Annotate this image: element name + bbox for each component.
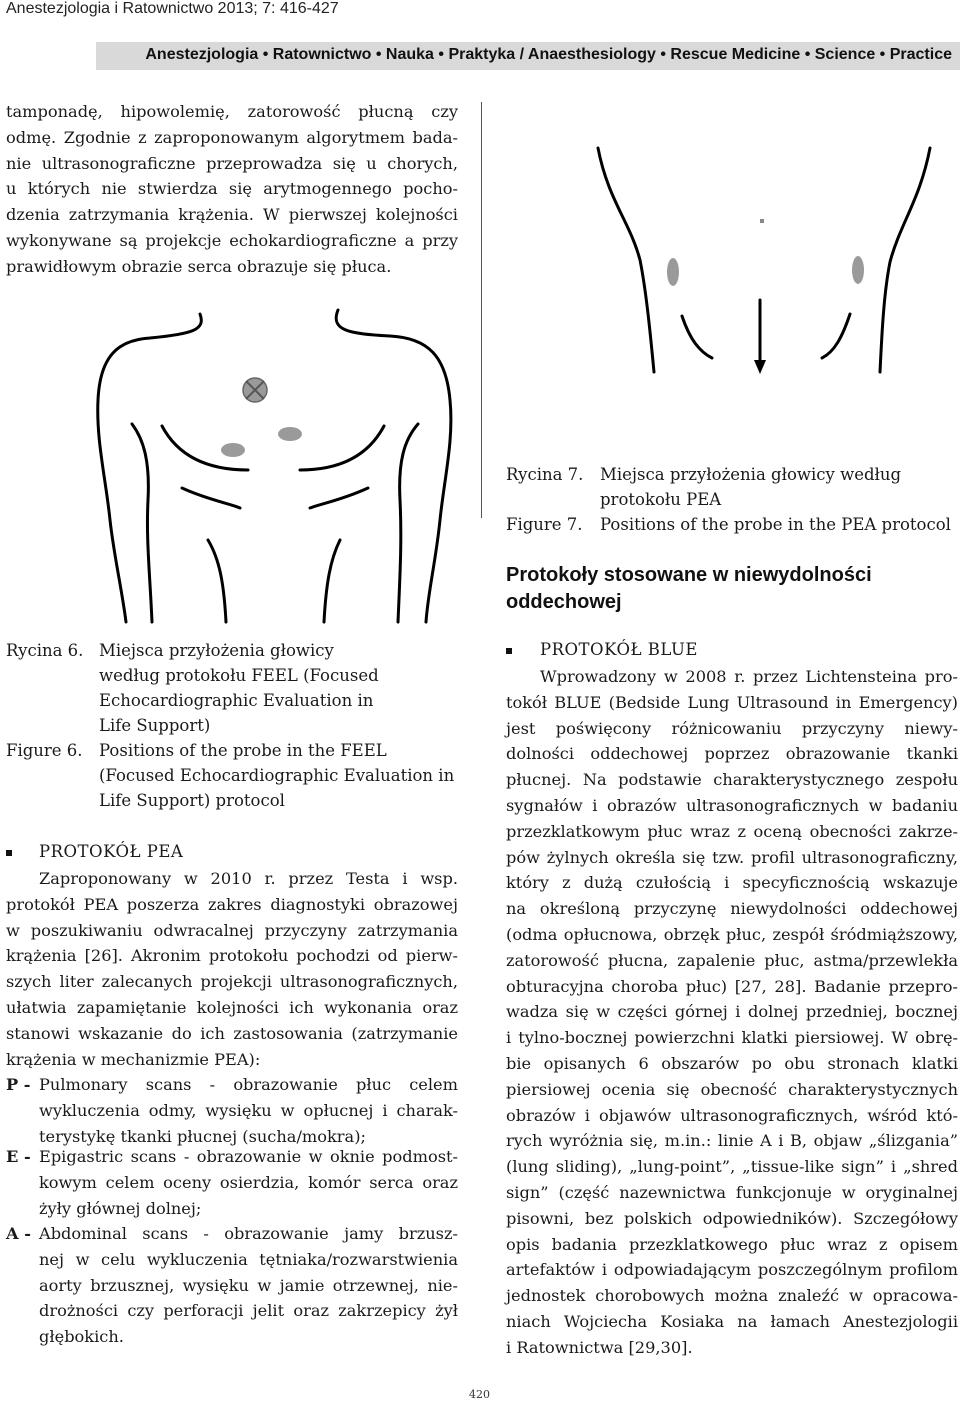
text-line: jest poświęcony różnicowaniu przyczyny niewy- <box>506 718 958 738</box>
text-line: wadza się w części górnej i dolnej przedniej, bocznej <box>506 1002 958 1022</box>
text-line: pisowni, bez polskich odpowiedników). Szczegółowy <box>506 1208 958 1228</box>
text-line: prawidłowym obrazie serca obrazuje się płuca. <box>6 256 392 276</box>
text-line: wykonywane są projekcje echokardiograficzne a przy <box>6 230 458 250</box>
figure6-figure-line: Positions of the probe in the FEEL <box>99 741 387 760</box>
text-line: kowym celem oceny osierdzia, komór serca oraz <box>39 1172 458 1192</box>
text-line: sygnałów i obrazów ultrasonograficznych w badaniu <box>506 795 958 815</box>
page-number: 420 <box>469 1388 490 1401</box>
text-line: przezklatkowym płuc wraz z oceną obecności zakrze- <box>506 821 958 841</box>
text-line: Epigastric scans - obrazowanie w oknie podmost- <box>39 1147 458 1166</box>
journal-citation: Anestezjologia i Ratownictwo 2013; 7: 416-427 <box>6 0 339 17</box>
figure6-figure-label: Figure 6. <box>6 741 83 760</box>
text-line: głębokich. <box>39 1327 124 1347</box>
text-line: wykluczenia odmy, wysięku w opłucnej i charak- <box>39 1100 458 1120</box>
text-line: na określoną przyczynę niewydolności oddechowej <box>506 899 958 919</box>
pea-item-p <box>6 1072 458 1149</box>
figure7-figure-label: Figure 7. <box>506 515 583 534</box>
journal-banner-text: Anestezjologia • Ratownictwo • Nauka • Praktyka / Anaesthesiology • Rescue Medicine • Science • Practice <box>145 46 952 63</box>
text-line: bie opisanych 6 obszarów po obu stronach klatki <box>506 1053 958 1073</box>
text-line: rych wyróżnia się, m.in.: linie A i B, objaw „ślizgania” <box>506 1131 958 1151</box>
text-line: terystykę tkanki płucnej (sucha/mokra); <box>39 1126 366 1146</box>
text-line: (lung sliding), „lung-point”, „tissue-like sign” i „shred <box>506 1157 958 1177</box>
text-line: sign” (część nazewnictwa funkcjonuje w oryginalnej <box>506 1182 958 1202</box>
figure7-rycina-label: Rycina 7. <box>506 465 584 484</box>
text-line: żyły głównej dolnej; <box>39 1198 202 1218</box>
text-line: krążenia [26]. Akronim protokołu pochodzi od pierw- <box>6 946 458 966</box>
figure6-rycina-line: Miejsca przyłożenia głowicy <box>99 641 334 660</box>
text-line: obturacyjna choroba płuc) [27, 28]. Badanie przepro- <box>506 976 958 996</box>
text-line: protokół PEA poszerza zakres diagnostyki obrazowej <box>6 894 458 914</box>
text-line: niach Wojciecha Kosiaka na łamach Anestezjologii <box>506 1311 958 1331</box>
list-marker: P - <box>6 1075 31 1094</box>
figure7-figure-line: Positions of the probe in the PEA protocol <box>600 515 951 534</box>
text-line: który z dużą czułością i specyficznością wskazuje <box>506 873 958 893</box>
text-line: płucnej. Na podstawie charakterystycznego zespołu <box>506 770 958 790</box>
text-line: zatorowość płucna, zapalenie płuc, astma/przewlekła <box>506 950 958 970</box>
figure6-rycina-label: Rycina 6. <box>6 641 84 660</box>
blue-paragraph <box>506 664 958 1361</box>
text-line: aorty brzusznej, wysięku w jamie otrzewnej, nie- <box>39 1275 458 1295</box>
text-line: ułatwia zapamiętanie kolejności ich wykonania oraz <box>6 997 458 1017</box>
text-line: Abdominal scans - obrazowanie jamy brzusz- <box>39 1224 458 1243</box>
text-line: szych liter zalecanych projekcji ultrasonograficznych, <box>6 972 458 992</box>
text-line: Wprowadzony w 2008 r. przez Lichtensteina pro- <box>540 667 958 686</box>
text-line: obrazów i objawów ultrasonograficznych, wśród któ- <box>506 1105 958 1125</box>
text-line: tokół BLUE (Bedside Lung Ultrasound in Emergency) <box>506 692 958 712</box>
text-line: krążenia w mechanizmie PEA): <box>6 1049 261 1069</box>
text-line: piersiowej ocenia się obecność charakterystycznych <box>506 1079 958 1099</box>
text-line: i tylno-bocznej powierzchni klatki piersiowej. W obrę- <box>506 1028 958 1048</box>
pea-paragraph <box>6 866 458 1072</box>
text-line: Zaproponowany w 2010 r. przez Testa i wsp. <box>39 869 458 888</box>
text-line: i Ratownictwa [29,30]. <box>506 1337 693 1357</box>
text-line: w poszukiwaniu odwracalnej przyczyny zatrzymania <box>6 920 458 940</box>
text-line: artefaktów i odpowiadającym poszczególnym profilom <box>506 1260 958 1280</box>
section-heading <box>506 562 946 616</box>
figure6-rycina-line: według protokołu FEEL (Focused <box>99 666 379 685</box>
list-marker: A - <box>6 1224 31 1243</box>
text-line: opis badania przezklatkowego płuc wraz z opisem <box>506 1234 958 1254</box>
text-line: (odma opłucnowa, obrzęk płuc, zespół śródmiąższowy, <box>506 924 958 944</box>
text-line: u których nie stwierdza się arytmogennego pocho- <box>6 179 458 199</box>
pea-item-e <box>6 1144 458 1221</box>
heading-line: Protokoły stosowane w niewydolności <box>506 564 872 586</box>
blue-heading: PROTOKÓŁ BLUE <box>540 640 698 659</box>
text-line: nie ultrasonograficzne przeprowadza się u chorych, <box>6 153 458 173</box>
text-line: drożności czy perforacji jelit oraz zakrzepicy żył <box>39 1301 458 1321</box>
pea-item-a <box>6 1221 458 1350</box>
figure6-figure-line: Life Support) protocol <box>99 791 285 810</box>
text-line: jednostek chorobowych można znaleźć w opracowa- <box>506 1286 958 1306</box>
list-marker: E - <box>6 1147 31 1166</box>
text-line: dolności oddechowej poprzez obrazowanie tkanki <box>506 744 958 764</box>
figure7-rycina-line: Miejsca przyłożenia głowicy według <box>600 465 902 484</box>
text-line: pów żylnych określa się tzw. profil ultrasonograficzny, <box>506 847 958 867</box>
figure6-caption <box>6 638 466 818</box>
text-line: stanowi wskazanie do ich zastosowania (zatrzymanie <box>6 1023 458 1043</box>
figure6-rycina-line: Life Support) <box>99 716 211 735</box>
text-line: odmę. Zgodnie z zaproponowanym algorytmem bada- <box>6 127 458 147</box>
heading-line: oddechowej <box>506 591 622 613</box>
bullet-icon <box>6 850 12 856</box>
text-line: dzenia zatrzymania krążenia. W pierwszej kolejności <box>6 205 458 225</box>
bullet-icon <box>506 648 512 654</box>
figure7-caption <box>506 462 960 534</box>
text-line: tamponadę, hipowolemię, zatorowość płucną czy <box>6 102 458 121</box>
figure6-rycina-line: Echocardiographic Evaluation in <box>99 691 374 710</box>
figure6-figure-line: (Focused Echocardiographic Evaluation in <box>99 766 455 785</box>
figure7-rycina-line: protokołu PEA <box>600 490 722 509</box>
text-line: Pulmonary scans - obrazowanie płuc celem <box>39 1075 458 1094</box>
text-line: nej w celu wykluczenia tętniaka/rozwarstwienia <box>39 1249 458 1269</box>
pea-heading: PROTOKÓŁ PEA <box>39 842 184 861</box>
